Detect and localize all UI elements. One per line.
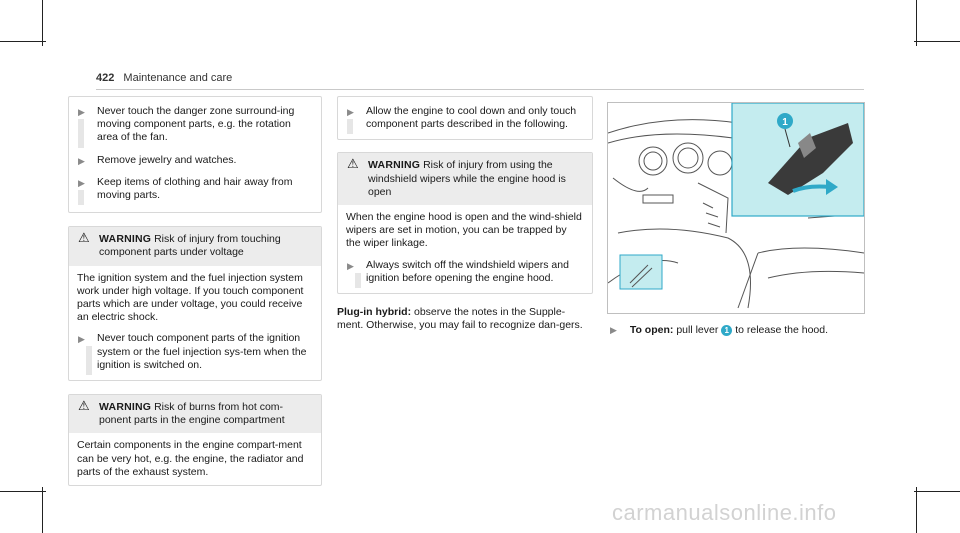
cockpit-illustration	[608, 103, 864, 313]
warning-box	[337, 152, 593, 294]
hood-release-figure	[607, 102, 865, 314]
arrow-right-icon: ▶	[610, 325, 617, 335]
warning-header	[69, 395, 321, 433]
crop-mark	[42, 0, 43, 46]
warning-title: Risk of burns from hot com-ponent parts in the engine compartment	[99, 401, 285, 427]
crop-mark	[42, 487, 43, 533]
caption-label: To open:	[629, 324, 674, 336]
list-item: ▶ Never touch the danger zone surround-ing moving component parts, e.g. the rotation area of the fan.	[69, 105, 313, 145]
list-item: ▶ Always switch off the windshield wipers and ignition before opening the engine hood.	[346, 259, 584, 285]
arrow-right-icon: ▶	[78, 177, 85, 188]
section-title: Maintenance and care	[123, 72, 233, 84]
crop-mark	[0, 491, 46, 492]
plugin-label: Plug-in hybrid:	[337, 306, 412, 319]
warning-label: WARNING	[99, 233, 152, 246]
arrow-right-icon: ▶	[347, 107, 354, 117]
warning-triangle-icon: ⚠	[78, 230, 90, 246]
warning-body: Certain components in the engine compart-ment can be very hot, e.g. the engine, the radiator and parts of the exhaust system.	[77, 439, 304, 478]
column-2	[337, 96, 593, 332]
warning-label: WARNING	[368, 159, 421, 172]
warning-title: Risk of injury from touching component parts under voltage	[99, 233, 281, 259]
crop-mark	[914, 491, 960, 492]
arrow-right-icon: ▶	[78, 334, 85, 345]
bullet-box	[337, 96, 593, 140]
warning-box	[68, 394, 322, 486]
list-item: ▶ Keep items of clothing and hair away from moving parts.	[69, 176, 313, 202]
list-item: ▶ Allow the engine to cool down and only touch component parts described in the following.	[338, 105, 584, 131]
warning-triangle-icon: ⚠	[78, 398, 90, 414]
arrow-right-icon: ▶	[78, 107, 85, 117]
list-item: ▶ Never touch component parts of the ignition system or the fuel injection sys-tem when the ignition is switched on.	[77, 332, 313, 372]
arrow-right-icon: ▶	[347, 260, 354, 271]
crop-mark	[916, 0, 917, 46]
warning-title: Risk of injury from using the windshield wipers while the engine hood is open	[368, 159, 566, 198]
page-number: 422	[96, 72, 115, 84]
header-rule	[96, 89, 864, 90]
crop-mark	[914, 41, 960, 42]
plugin-text: observe the notes in the Supple-ment. Otherwise, you may fail to recognize dan-gers.	[337, 306, 583, 332]
list-item: ▶ Remove jewelry and watches.	[69, 154, 313, 167]
crop-mark	[0, 41, 46, 42]
figure-caption: ▶ To open: pull lever 1 to release the hood.	[610, 324, 829, 336]
warning-box	[68, 226, 322, 381]
warning-label: WARNING	[99, 401, 152, 414]
warning-header	[338, 153, 592, 205]
page-header	[96, 72, 232, 84]
crop-mark	[916, 487, 917, 533]
lever-number-badge: 1	[721, 325, 732, 336]
warning-triangle-icon: ⚠	[347, 156, 359, 172]
arrow-right-icon: ▶	[78, 155, 85, 166]
callout-number: 1	[782, 117, 788, 128]
warning-body: The ignition system and the fuel injection system work under high voltage. If you touch component parts which are under voltage, you could receive an electric shock. ▶ Never touch component parts of the ignition system or the fuel injection sys-tem when the ignition is switched on.	[69, 266, 321, 380]
bullet-box	[68, 96, 322, 213]
column-1	[68, 96, 322, 486]
watermark: carmanualsonline.info	[612, 500, 837, 525]
warning-header	[69, 227, 321, 265]
warning-body: When the engine hood is open and the wind-shield wipers are set in motion, you can be trapped by the wiper linkage. ▶ Always switch off the windshield wipers and ignition before opening the engine hood.	[338, 205, 592, 293]
plugin-hybrid-note	[337, 306, 593, 332]
